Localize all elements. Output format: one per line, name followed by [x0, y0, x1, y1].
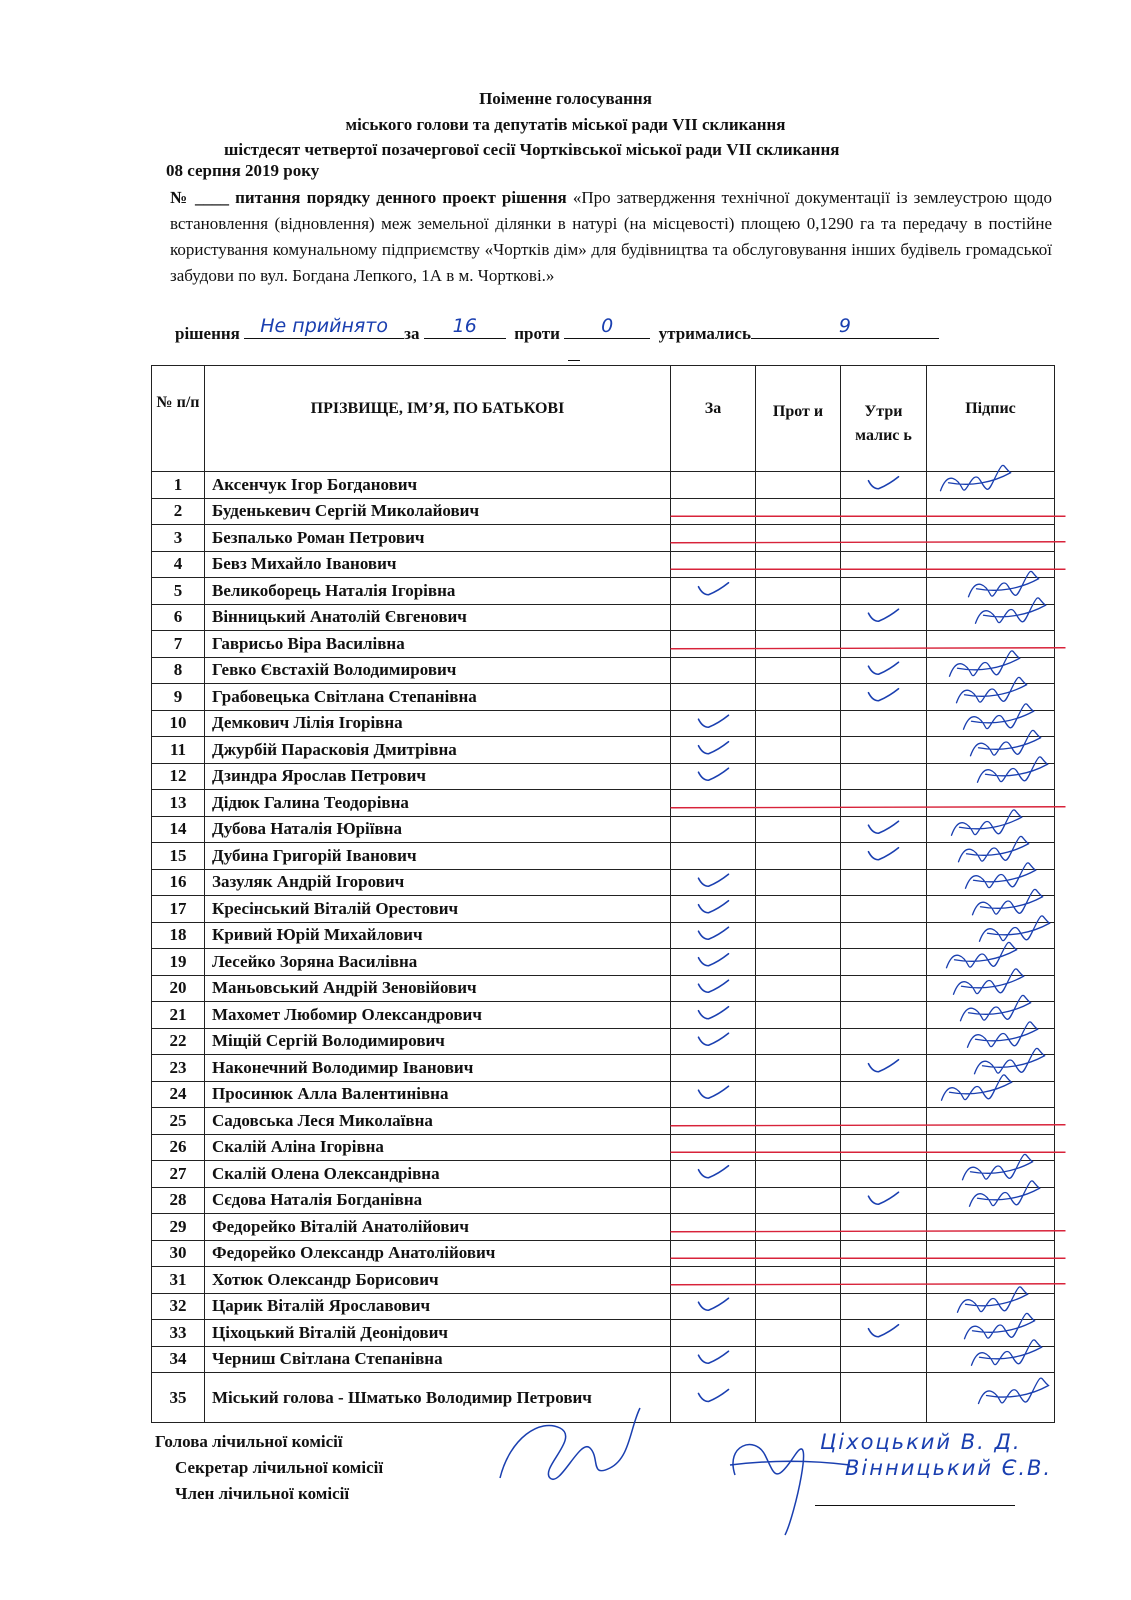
table-row [152, 472, 1055, 499]
vote-against-cell [756, 1161, 841, 1188]
vote-against-cell [756, 1108, 841, 1135]
vote-for-cell [671, 1293, 756, 1320]
vote-for-cell [671, 472, 756, 499]
signature-cell [927, 1081, 1055, 1108]
vote-for-cell [671, 604, 756, 631]
vote-table [151, 365, 1055, 1423]
signature-cell [927, 896, 1055, 923]
signature-cell [927, 816, 1055, 843]
row-number: 20 [152, 975, 205, 1002]
row-number: 30 [152, 1240, 205, 1267]
session-date: 08 серпня 2019 року [166, 161, 320, 180]
row-name: Демкович Лілія Ігорівна [205, 710, 671, 737]
signature-cell [927, 1002, 1055, 1029]
vote-for-cell [671, 1081, 756, 1108]
table-row [152, 1346, 1055, 1373]
vote-for-cell [671, 578, 756, 605]
signature-cell [927, 763, 1055, 790]
against-blank [564, 315, 650, 339]
row-name: Скалій Олена Олександрівна [205, 1161, 671, 1188]
row-name: Садовська Леся Миколаївна [205, 1108, 671, 1135]
row-number: 14 [152, 816, 205, 843]
vote-against-cell [756, 551, 841, 578]
row-number: 16 [152, 869, 205, 896]
vote-abstain-cell [841, 1055, 927, 1082]
footer-chair: Голова лічильної комісії [155, 1432, 343, 1451]
table-row [152, 1267, 1055, 1294]
table-row [152, 896, 1055, 923]
vote-for-cell [671, 1055, 756, 1082]
row-number: 1 [152, 472, 205, 499]
vote-abstain-cell [841, 1002, 927, 1029]
vote-against-cell [756, 604, 841, 631]
table-row [152, 604, 1055, 631]
row-name: Буденькевич Сергій Миколайович [205, 498, 671, 525]
vote-against-cell [756, 472, 841, 499]
vote-for-cell [671, 869, 756, 896]
signature-cell [927, 525, 1055, 552]
signature-cell [927, 1028, 1055, 1055]
table-row [152, 1081, 1055, 1108]
footer-member-line [815, 1505, 1015, 1506]
signature-cell [927, 1346, 1055, 1373]
signature-cell [927, 578, 1055, 605]
vote-abstain-cell [841, 763, 927, 790]
vote-against-cell [756, 1028, 841, 1055]
vote-abstain-cell [841, 790, 927, 817]
signature-cell [927, 604, 1055, 631]
signature-cell [927, 843, 1055, 870]
row-name: Федорейко Віталій Анатолійович [205, 1214, 671, 1241]
row-name: Дубова Наталія Юріївна [205, 816, 671, 843]
vote-abstain-cell [841, 551, 927, 578]
row-number: 34 [152, 1346, 205, 1373]
vote-for-cell [671, 1373, 756, 1423]
row-number: 29 [152, 1214, 205, 1241]
table-row [152, 1293, 1055, 1320]
table-header-row [152, 366, 1055, 472]
table-row [152, 684, 1055, 711]
vote-against-cell [756, 1081, 841, 1108]
vote-abstain-cell [841, 1293, 927, 1320]
vote-for-cell [671, 1108, 756, 1135]
row-name: Бевз Михайло Іванович [205, 551, 671, 578]
row-number: 27 [152, 1161, 205, 1188]
row-number: 17 [152, 896, 205, 923]
table-row [152, 1161, 1055, 1188]
row-number: 8 [152, 657, 205, 684]
signature-cell [927, 657, 1055, 684]
vote-abstain-cell [841, 631, 927, 658]
against-count: 0 [601, 315, 614, 337]
row-name: Кресінський Віталій Орестович [205, 896, 671, 923]
vote-for-cell [671, 1346, 756, 1373]
row-name: Скалій Аліна Ігорівна [205, 1134, 671, 1161]
vote-against-cell [756, 1134, 841, 1161]
table-row [152, 1240, 1055, 1267]
signature-cell [927, 869, 1055, 896]
vote-for-cell [671, 763, 756, 790]
vote-abstain-cell [841, 1028, 927, 1055]
table-row [152, 922, 1055, 949]
vote-abstain-cell [841, 1081, 927, 1108]
vote-against-cell [756, 922, 841, 949]
table-row [152, 790, 1055, 817]
row-name: Черниш Світлана Степанівна [205, 1346, 671, 1373]
vote-against-cell [756, 816, 841, 843]
signature-cell [927, 1320, 1055, 1347]
col-against-header: Прот и [756, 366, 841, 472]
row-name: Зазуляк Андрій Ігорович [205, 869, 671, 896]
vote-abstain-cell [841, 1267, 927, 1294]
signature-cell [927, 684, 1055, 711]
vote-for-cell [671, 1240, 756, 1267]
vote-abstain-cell [841, 525, 927, 552]
table-row [152, 631, 1055, 658]
vote-for-cell [671, 1267, 756, 1294]
row-number: 21 [152, 1002, 205, 1029]
row-number: 25 [152, 1108, 205, 1135]
for-blank [424, 315, 506, 339]
table-row [152, 869, 1055, 896]
vote-against-cell [756, 1240, 841, 1267]
vote-abstain-cell [841, 737, 927, 764]
row-number: 23 [152, 1055, 205, 1082]
vote-abstain-cell [841, 684, 927, 711]
vote-against-cell [756, 657, 841, 684]
vote-against-cell [756, 498, 841, 525]
row-number: 10 [152, 710, 205, 737]
vote-for-cell [671, 657, 756, 684]
row-name: Лесейко Зоряна Василівна [205, 949, 671, 976]
vote-for-cell [671, 949, 756, 976]
row-number: 9 [152, 684, 205, 711]
vote-abstain-cell [841, 604, 927, 631]
vote-abstain-cell [841, 657, 927, 684]
signature-cell [927, 551, 1055, 578]
vote-abstain-cell [841, 1214, 927, 1241]
vote-for-cell [671, 737, 756, 764]
table-row [152, 1187, 1055, 1214]
vote-against-cell [756, 684, 841, 711]
footer-handwritten-name-2: Вінницький Є.В. [845, 1456, 1053, 1480]
vote-against-cell [756, 869, 841, 896]
vote-for-cell [671, 1134, 756, 1161]
for-count: 16 [452, 315, 477, 337]
signature-cell [927, 1214, 1055, 1241]
vote-for-cell [671, 498, 756, 525]
vote-for-cell [671, 975, 756, 1002]
table-row [152, 1373, 1055, 1423]
vote-against-cell [756, 1187, 841, 1214]
vote-against-cell [756, 578, 841, 605]
signature-cell [927, 498, 1055, 525]
row-name: Федорейко Олександр Анатолійович [205, 1240, 671, 1267]
row-name: Міщій Сергій Володимирович [205, 1028, 671, 1055]
footer-secretary: Секретар лічильної комісії [175, 1458, 384, 1477]
decision-value: Не прийнято [260, 315, 388, 337]
table-row [152, 1134, 1055, 1161]
vote-abstain-cell [841, 1240, 927, 1267]
vote-for-cell [671, 551, 756, 578]
vote-abstain-cell [841, 578, 927, 605]
vote-for-cell [671, 816, 756, 843]
vote-against-cell [756, 710, 841, 737]
vote-for-cell [671, 710, 756, 737]
vote-abstain-cell [841, 1134, 927, 1161]
signature-cell [927, 1240, 1055, 1267]
vote-against-cell [756, 1002, 841, 1029]
issue-paragraph [170, 185, 1052, 289]
decision-line [175, 315, 939, 344]
table-row [152, 710, 1055, 737]
session-line: шістдесят четвертої позачергової сесії Чортківської міської ради VІІ скликання [224, 140, 840, 159]
issue-text: «Про затвердження технічної документації із землеустрою щодо встановлення (відновлення) меж земельної ділянки в натурі (на місцевості) площею 0,1290 га та передачу в постійне користування комунальному підприємству «Чортків дім» для будівництва та обслуговування інших будівель громадської забудови по вул. Богдана Лепкого, 1А в м. Чорткові.» [170, 188, 1053, 285]
vote-against-cell [756, 631, 841, 658]
vote-against-cell [756, 737, 841, 764]
vote-for-cell [671, 1028, 756, 1055]
vote-abstain-cell [841, 472, 927, 499]
col-for-header: За [671, 366, 756, 472]
vote-abstain-cell [841, 1320, 927, 1347]
doc-subtitle: міського голови та депутатів міської ради VІІ скликання [345, 115, 786, 134]
signature-cell [927, 710, 1055, 737]
row-name: Хотюк Олександр Борисович [205, 1267, 671, 1294]
row-name: Царик Віталій Ярославович [205, 1293, 671, 1320]
vote-for-cell [671, 1002, 756, 1029]
vote-abstain-cell [841, 498, 927, 525]
row-number: 24 [152, 1081, 205, 1108]
signature-cell [927, 790, 1055, 817]
table-row [152, 763, 1055, 790]
vote-for-cell [671, 1161, 756, 1188]
row-name: Безпалько Роман Петрович [205, 525, 671, 552]
vote-abstain-cell [841, 869, 927, 896]
row-name: Просинюк Алла Валентинівна [205, 1081, 671, 1108]
row-name: Дідюк Галина Теодорівна [205, 790, 671, 817]
vote-abstain-cell [841, 896, 927, 923]
row-name: Великоборець Наталія Ігорівна [205, 578, 671, 605]
abstain-count: 9 [838, 315, 851, 337]
signature-cell [927, 1161, 1055, 1188]
against-label: проти [514, 324, 560, 343]
row-name: Дубина Григорій Іванович [205, 843, 671, 870]
table-row [152, 737, 1055, 764]
table-row [152, 525, 1055, 552]
row-number: 32 [152, 1293, 205, 1320]
table-row [152, 498, 1055, 525]
row-name: Дзиндра Ярослав Петрович [205, 763, 671, 790]
table-row [152, 1055, 1055, 1082]
row-number: 6 [152, 604, 205, 631]
table-row [152, 657, 1055, 684]
row-number: 35 [152, 1373, 205, 1423]
row-name: Гаврисьо Віра Василівна [205, 631, 671, 658]
signature-cell [927, 1055, 1055, 1082]
vote-for-cell [671, 1320, 756, 1347]
row-name: Наконечний Володимир Іванович [205, 1055, 671, 1082]
col-num-header: № п/п [152, 366, 205, 472]
row-number: 26 [152, 1134, 205, 1161]
table-row [152, 1320, 1055, 1347]
row-name: Грабовецька Світлана Степанівна [205, 684, 671, 711]
row-number: 19 [152, 949, 205, 976]
vote-abstain-cell [841, 922, 927, 949]
vote-against-cell [756, 1346, 841, 1373]
table-row [152, 843, 1055, 870]
vote-against-cell [756, 1293, 841, 1320]
vote-for-cell [671, 525, 756, 552]
signature-cell [927, 1373, 1055, 1423]
vote-against-cell [756, 949, 841, 976]
row-name: Вінницький Анатолій Євгенович [205, 604, 671, 631]
dash-mark [568, 360, 580, 361]
vote-against-cell [756, 1320, 841, 1347]
vote-against-cell [756, 525, 841, 552]
vote-against-cell [756, 790, 841, 817]
signature-cell [927, 1267, 1055, 1294]
table-row [152, 1108, 1055, 1135]
table-row [152, 578, 1055, 605]
signature-cell [927, 949, 1055, 976]
vote-against-cell [756, 896, 841, 923]
vote-abstain-cell [841, 1346, 927, 1373]
row-number: 28 [152, 1187, 205, 1214]
vote-abstain-cell [841, 1373, 927, 1423]
table-row [152, 1214, 1055, 1241]
vote-against-cell [756, 1055, 841, 1082]
row-name: Джурбій Парасковія Дмитрівна [205, 737, 671, 764]
secretary-signature [730, 1445, 850, 1535]
row-name: Маньовський Андрій Зеновійович [205, 975, 671, 1002]
row-number: 4 [152, 551, 205, 578]
vote-against-cell [756, 843, 841, 870]
row-number: 2 [152, 498, 205, 525]
row-number: 22 [152, 1028, 205, 1055]
vote-abstain-cell [841, 1187, 927, 1214]
vote-for-cell [671, 1187, 756, 1214]
row-number: 5 [152, 578, 205, 605]
col-signature-header: Підпис [927, 366, 1055, 472]
col-abstain-header: Утри малис ь [841, 366, 927, 472]
vote-for-cell [671, 896, 756, 923]
vote-abstain-cell [841, 816, 927, 843]
table-row [152, 975, 1055, 1002]
vote-for-cell [671, 1214, 756, 1241]
row-name: Аксенчук Ігор Богданович [205, 472, 671, 499]
signature-cell [927, 975, 1055, 1002]
col-name-header: ПРІЗВИЩЕ, ІМ’Я, ПО БАТЬКОВІ [205, 366, 671, 472]
vote-against-cell [756, 763, 841, 790]
vote-abstain-cell [841, 975, 927, 1002]
vote-for-cell [671, 631, 756, 658]
row-number: 15 [152, 843, 205, 870]
row-name: Гевко Євстахій Володимирович [205, 657, 671, 684]
doc-title: Поіменне голосування [479, 89, 652, 108]
row-name: Кривий Юрій Михайлович [205, 922, 671, 949]
row-number: 7 [152, 631, 205, 658]
table-row [152, 949, 1055, 976]
abstain-blank [751, 315, 939, 339]
table-row [152, 1028, 1055, 1055]
row-name: Сєдова Наталія Богданівна [205, 1187, 671, 1214]
vote-for-cell [671, 684, 756, 711]
signature-cell [927, 922, 1055, 949]
vote-for-cell [671, 922, 756, 949]
row-number: 3 [152, 525, 205, 552]
issue-prefix: № ____ питання порядку денного проект рішення [170, 188, 567, 207]
vote-abstain-cell [841, 949, 927, 976]
signature-cell [927, 472, 1055, 499]
vote-against-cell [756, 975, 841, 1002]
row-number: 33 [152, 1320, 205, 1347]
row-number: 31 [152, 1267, 205, 1294]
footer-member: Член лічильної комісії [175, 1484, 350, 1503]
signature-cell [927, 1187, 1055, 1214]
vote-abstain-cell [841, 710, 927, 737]
signature-cell [927, 1108, 1055, 1135]
decision-label: рішення [175, 324, 240, 343]
row-name: Ціхоцький Віталій Деонідович [205, 1320, 671, 1347]
footer-handwritten-name-1: Ціхоцький В. Д. [820, 1430, 1022, 1454]
signature-cell [927, 631, 1055, 658]
table-row [152, 551, 1055, 578]
row-name: Махомет Любомир Олександрович [205, 1002, 671, 1029]
table-row [152, 1002, 1055, 1029]
row-name: Міський голова - Шматько Володимир Петрович [205, 1373, 671, 1423]
row-number: 12 [152, 763, 205, 790]
vote-abstain-cell [841, 1161, 927, 1188]
for-label: за [404, 324, 420, 343]
signature-cell [927, 1293, 1055, 1320]
vote-abstain-cell [841, 1108, 927, 1135]
table-row [152, 816, 1055, 843]
abstain-label: утримались [658, 324, 751, 343]
row-number: 18 [152, 922, 205, 949]
signature-cell [927, 1134, 1055, 1161]
vote-for-cell [671, 843, 756, 870]
vote-for-cell [671, 790, 756, 817]
vote-against-cell [756, 1214, 841, 1241]
decision-blank [244, 315, 404, 339]
vote-abstain-cell [841, 843, 927, 870]
vote-against-cell [756, 1267, 841, 1294]
row-number: 11 [152, 737, 205, 764]
signature-cell [927, 737, 1055, 764]
row-number: 13 [152, 790, 205, 817]
vote-against-cell [756, 1373, 841, 1423]
